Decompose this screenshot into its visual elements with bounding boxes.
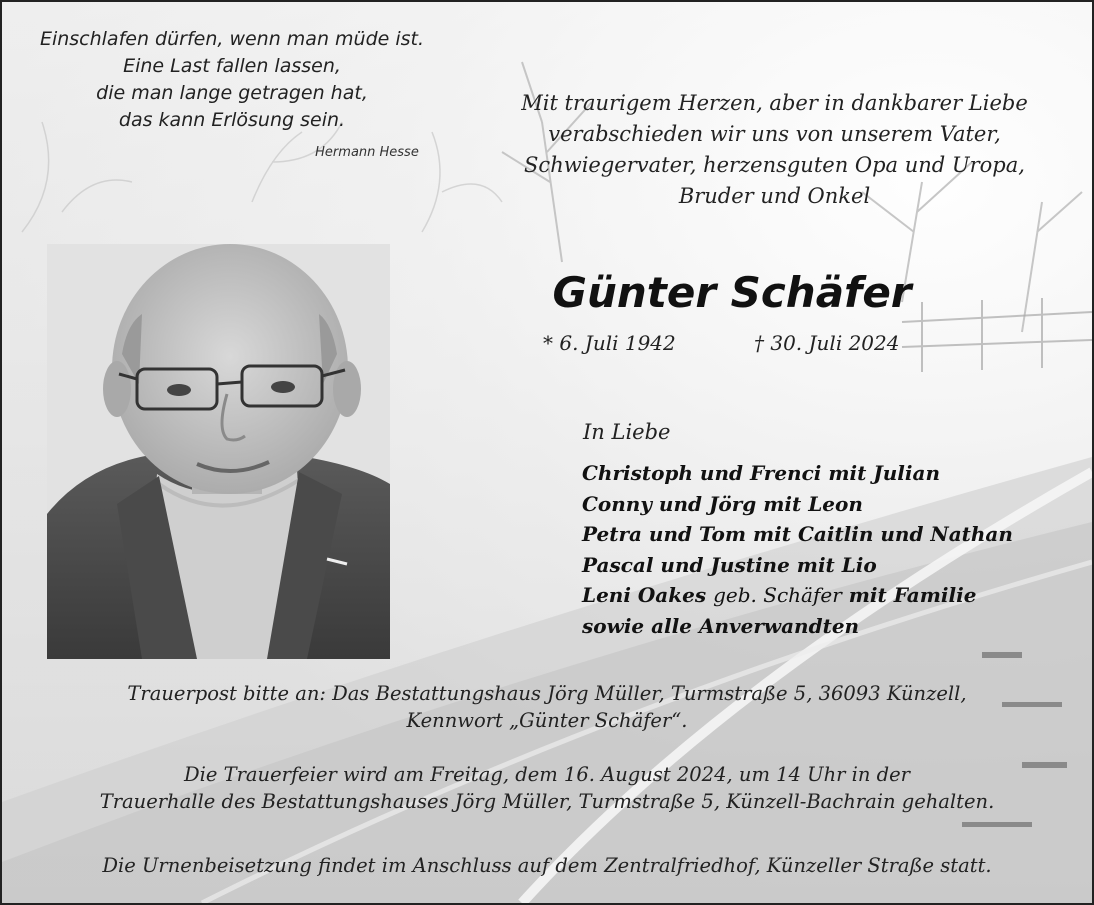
deceased-name: Günter Schäfer [552, 268, 912, 317]
intro-line: Schwiegervater, herzensguten Opa und Uropa, [524, 153, 1025, 177]
portrait-photo [47, 244, 390, 659]
burial-line: Die Urnenbeisetzung findet im Anschluss auf dem Zentralfriedhof, Künzeller Straße statt. [102, 854, 992, 877]
intro-text [502, 88, 1047, 212]
post-line: Trauerpost bitte an: Das Bestattungshaus Jörg Müller, Turmstraße 5, 36093 Künzell, [127, 682, 967, 705]
quote-line: Einschlafen dürfen, wenn man müde ist. [39, 28, 425, 50]
intro-line: verabschieden wir uns von unserem Vater, [548, 122, 1001, 146]
ceremony-line: Trauerhalle des Bestattungshauses Jörg Müller, Turmstraße 5, Künzell-Bachrain gehalten. [99, 790, 995, 813]
intro-line: Bruder und Onkel [678, 184, 871, 208]
death-date: † 30. Juli 2024 [754, 331, 900, 355]
mourner-line: Petra und Tom mit Caitlin und Nathan [582, 522, 1013, 546]
hesse-quote [22, 26, 442, 134]
quote-line: die man lange getragen hat, [96, 82, 368, 104]
post-line: Kennwort „Günter Schäfer“. [406, 709, 688, 732]
intro-line: Mit traurigem Herzen, aber in dankbarer Liebe [521, 91, 1028, 115]
birth-date: * 6. Juli 1942 [543, 331, 676, 355]
ceremony-notice [2, 761, 1092, 815]
mourner-line: sowie alle Anverwandten [582, 613, 860, 638]
burial-notice [2, 852, 1092, 879]
mourner-line: Conny und Jörg mit Leon [582, 491, 863, 516]
post-notice [2, 680, 1092, 734]
mourner-line-leni [582, 580, 1013, 611]
quote-author: Hermann Hesse [315, 145, 419, 160]
leni-maiden-name: geb. Schäfer [713, 583, 842, 607]
leni-suffix: mit Familie [848, 583, 977, 607]
quote-line: Eine Last fallen lassen, [123, 55, 341, 77]
leni-name: Leni Oakes [582, 583, 707, 607]
in-liebe-heading: In Liebe [583, 420, 671, 444]
mourner-line: Pascal und Justine mit Lio [582, 552, 877, 577]
ceremony-line: Die Trauerfeier wird am Freitag, dem 16. August 2024, um 14 Uhr in der [183, 763, 911, 786]
mourners-list [582, 458, 1013, 641]
mourner-line: Christoph und Frenci mit Julian [582, 461, 940, 485]
quote-line: das kann Erlösung sein. [118, 109, 346, 131]
